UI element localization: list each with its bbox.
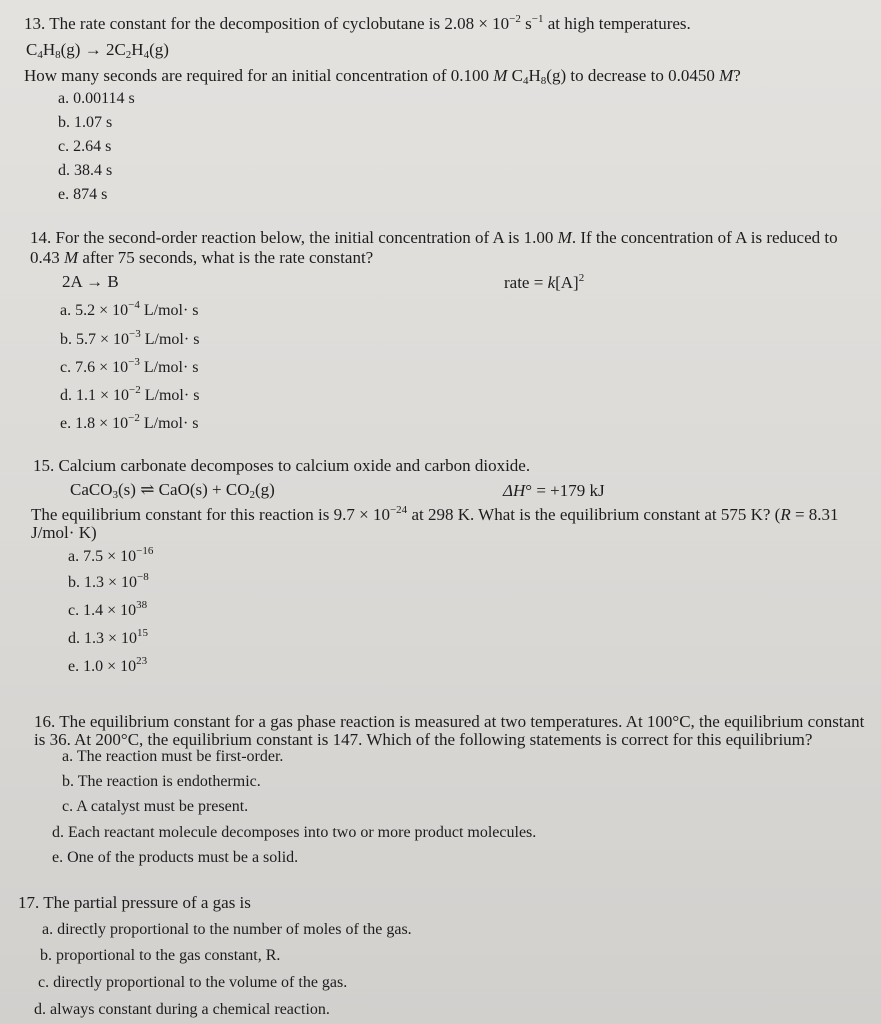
- q16-option-e[interactable]: e. One of the products must be a solid.: [52, 849, 299, 866]
- q15-option-b[interactable]: b. $1.3 \times 10^{-8}$: [68, 571, 149, 591]
- q14-reaction: 2A → B: [62, 272, 119, 291]
- q13-option-c[interactable]: c. 2.64 s: [58, 138, 112, 155]
- q14-option-c[interactable]: c. $7.6 \times 10^{-3}$ L/mol· s: [60, 356, 199, 376]
- q13-option-a[interactable]: a. 0.00114 s: [58, 90, 135, 107]
- q15-equation: CaCO$_3$(s) ⇌ $CaO(s) + CO_2(g)$: [70, 480, 275, 501]
- q13-question: How many seconds are required for an initial concentration of 0.100 M $C_4H_8(g)$ to decrease to 0.0450 M?: [24, 66, 741, 87]
- q15-question-line2: J/mol· K): [31, 523, 97, 542]
- q14-option-d[interactable]: d. $1.1 \times 10^{-2}$ L/mol· s: [60, 384, 200, 404]
- q16-stem-line2: is 36. At 200°C, the equilibrium constant is 147. Which of the following statements is correct for this equilibrium?: [34, 730, 813, 749]
- q17-option-a[interactable]: a. directly proportional to the number of moles of the gas.: [42, 921, 412, 938]
- q16-option-d[interactable]: d. Each reactant molecule decomposes into two or more product molecules.: [52, 824, 537, 841]
- q14-stem: 14. For the second-order reaction below, the initial concentration of A is 1.00 M. If the concentration of A is reduced to: [30, 228, 838, 247]
- q16-option-c[interactable]: c. A catalyst must be present.: [62, 798, 249, 815]
- q15-enthalpy: ΔH° = +179 kJ: [503, 481, 605, 500]
- q13-equation: $C_4H_8(g) \to 2C_2H_4(g)$: [26, 40, 169, 61]
- q13-option-d[interactable]: d. 38.4 s: [58, 162, 113, 179]
- q17-option-d[interactable]: d. always constant during a chemical reaction.: [34, 1001, 330, 1018]
- q17-stem: 17. The partial pressure of a gas is: [18, 893, 251, 912]
- q13-option-b[interactable]: b. 1.07 s: [58, 114, 113, 131]
- q15-option-d[interactable]: d. $1.3 \times 10^{15}$: [68, 627, 149, 647]
- q17-option-c[interactable]: c. directly proportional to the volume of the gas.: [38, 974, 348, 991]
- q14-stem-line2: 0.43 M after 75 seconds, what is the rate constant?: [30, 248, 374, 267]
- q16-stem: 16. The equilibrium constant for a gas phase reaction is measured at two temperatures. At 100°C, the equilibrium constant: [34, 712, 865, 731]
- q13-option-e[interactable]: e. 874 s: [58, 186, 108, 203]
- q17-option-b[interactable]: b. proportional to the gas constant, R.: [40, 947, 281, 964]
- q15-option-a[interactable]: a. $7.5 \times 10^{-16}$: [68, 545, 154, 565]
- q13-stem: 13. The rate constant for the decomposition of cyclobutane is $2.08 \times 10^{-2}$ $s^{-1}$ at high temperatures.: [24, 13, 691, 33]
- q15-question: The equilibrium constant for this reaction is $9.7 \times 10^{-24}$ at 298 K. What is the equilibrium constant at 575 K? (R = 8.31: [31, 504, 839, 524]
- q14-option-a[interactable]: a. $5.2 \times 10^{-4}$ L/mol· s: [60, 299, 199, 319]
- q15-option-e[interactable]: e. $1.0 \times 10^{23}$: [68, 655, 148, 675]
- q15-option-c[interactable]: c. $1.4 \times 10^{38}$: [68, 599, 148, 619]
- q15-stem: 15. Calcium carbonate decomposes to calcium oxide and carbon dioxide.: [33, 456, 531, 475]
- q16-option-a[interactable]: a. The reaction must be first-order.: [62, 748, 284, 765]
- q16-option-b[interactable]: b. The reaction is endothermic.: [62, 773, 261, 790]
- q14-option-e[interactable]: e. $1.8 \times 10^{-2}$ L/mol· s: [60, 412, 199, 432]
- q14-rate-law: rate = $k[A]^2$: [504, 272, 585, 292]
- q14-option-b[interactable]: b. $5.7 \times 10^{-3}$ L/mol· s: [60, 328, 200, 348]
